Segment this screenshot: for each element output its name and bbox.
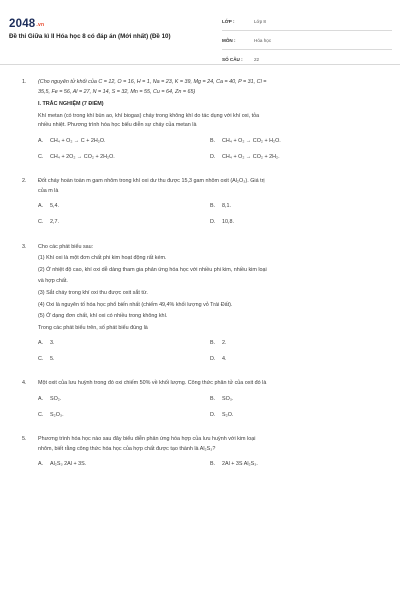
option-a[interactable] — [38, 339, 210, 349]
option-a[interactable] — [38, 460, 210, 470]
option-letter: B. — [210, 137, 216, 144]
option-letter: C. — [38, 153, 44, 160]
option-text: CH₄ + 2O₂ → CO₂ + 2H₂O. — [50, 153, 115, 160]
meta-key: MÔN : — [222, 37, 236, 43]
statement: (4) Oxi là nguyên tố hóa học phổ biến nhất (chiếm 49,4% khối lượng vỏ Trái Đất). — [38, 301, 233, 308]
option-d[interactable] — [210, 153, 382, 163]
question-number: 4. — [22, 380, 27, 387]
option-d[interactable] — [210, 218, 382, 228]
statement: (2) Ở nhiệt độ cao, khí oxi dễ dàng tham gia phản ứng hóa học với nhiều phi kim, nhiều kim loại — [38, 266, 267, 273]
option-list — [38, 457, 390, 473]
option-b[interactable] — [210, 137, 382, 147]
option-text: 5. — [50, 355, 55, 362]
option-list — [38, 336, 390, 367]
meta-key: SỐ CÂU : — [222, 56, 243, 62]
option-text: 5,4. — [50, 203, 59, 210]
option-letter: A. — [38, 137, 44, 144]
option-list — [38, 199, 390, 230]
question-list — [0, 78, 400, 473]
option-text: S₂O. — [222, 411, 234, 418]
statement: (5) Ở dạng đơn chất, khí oxi có nhiều trong không khí. — [38, 313, 168, 320]
option-text: 3. — [50, 340, 55, 347]
question-2 — [0, 177, 400, 230]
question-prompt: Trong các phát biểu trên, số phát biểu đúng là — [38, 324, 148, 331]
option-letter: D. — [210, 411, 216, 418]
option-letter: B. — [210, 461, 216, 468]
question-stem: Đốt cháy hoàn toàn m gam nhôm trong khí oxi dư thu được 15,3 gam nhôm oxit (Al₂O₃). Giá trị — [38, 178, 265, 185]
option-list — [38, 134, 390, 165]
question-3 — [0, 243, 400, 368]
spacer — [0, 165, 400, 177]
header-divider — [0, 64, 400, 65]
option-letter: A. — [38, 340, 44, 347]
option-a[interactable] — [38, 202, 210, 212]
option-letter: A. — [38, 203, 44, 210]
page-title: Đề thi Giữa kì II Hóa học 8 có đáp án (Mới nhất) (Đề 10) — [9, 33, 171, 40]
meta-row-class — [222, 12, 392, 31]
meta-row-count — [222, 50, 392, 68]
option-c[interactable] — [38, 355, 210, 365]
question-stem: Cho các phát biểu sau: — [38, 243, 94, 250]
option-text: SO₃. — [222, 396, 234, 403]
question-stem: nhiều nhiệt. Phương trình hóa học biểu diễn sự cháy của metan là — [38, 122, 197, 129]
option-letter: D. — [210, 355, 216, 362]
option-a[interactable] — [38, 137, 210, 147]
question-number: 3. — [22, 243, 27, 250]
option-text: 2,7. — [50, 218, 59, 225]
exam-meta — [222, 12, 392, 68]
option-letter: D. — [210, 153, 216, 160]
option-letter: A. — [38, 396, 44, 403]
meta-key: LỚP : — [222, 18, 235, 24]
question-stem: Khí metan (có trong khí bùn ao, khí biogas) cháy trong không khí do tác dụng với khí oxi, tỏa — [38, 112, 260, 119]
question-stem: Một oxit của lưu huỳnh trong đó oxi chiếm 50% về khối lượng. Công thức phân tử của oxit đó là — [38, 380, 267, 387]
option-b[interactable] — [210, 339, 382, 349]
question-4 — [0, 379, 400, 423]
option-text: 10,8. — [222, 218, 234, 225]
option-letter: C. — [38, 355, 44, 362]
spacer — [0, 367, 400, 379]
question-number: 2. — [22, 178, 27, 185]
section-heading: I. TRẮC NGHIỆM (7 ĐIỂM) — [38, 101, 104, 108]
option-b[interactable] — [210, 395, 382, 405]
spacer — [0, 231, 400, 243]
option-letter: D. — [210, 218, 216, 225]
question-stem: Phương trình hóa học nào sau đây biểu diễn phản ứng hóa hợp của lưu huỳnh với kim loại — [38, 436, 256, 443]
meta-row-subject — [222, 31, 392, 50]
logo-text: 2048 — [9, 18, 36, 30]
option-text: 8,1. — [222, 203, 231, 210]
atomic-mass-note: 35,5, Fe = 56, Al = 27, N = 14, S = 32, Mn = 55, Cu = 64, Zn = 65) — [38, 88, 196, 95]
option-text: 2. — [222, 340, 227, 347]
spacer — [0, 423, 400, 435]
option-text: CH₄ + O₂ → CO₂ + 2H₂. — [222, 153, 280, 160]
meta-value: 22 — [254, 56, 260, 62]
option-d[interactable] — [210, 355, 382, 365]
option-b[interactable] — [210, 460, 382, 470]
statement: và hợp chất. — [38, 278, 68, 285]
atomic-mass-note: (Cho nguyên tử khối của C = 12, O = 16, H = 1, Na = 23, K = 39, Mg = 24, Ca = 40, P = 31, Cl = — [38, 79, 267, 85]
option-list — [38, 392, 390, 423]
logo-suffix: .vn — [36, 22, 45, 28]
site-logo[interactable] — [9, 18, 44, 30]
option-text: 4. — [222, 355, 227, 362]
question-stem: nhôm, biết rằng công thức hóa học của hợp chất được tạo thành là Al₂S₃? — [38, 445, 216, 452]
option-letter: B. — [210, 203, 216, 210]
option-letter: B. — [210, 340, 216, 347]
option-letter: C. — [38, 218, 44, 225]
statement: (1) Khí oxi là một đơn chất phi kim hoạt động rất kém. — [38, 255, 167, 262]
option-text: SO₂. — [50, 396, 62, 403]
option-c[interactable] — [38, 218, 210, 228]
question-number: 1. — [22, 79, 27, 85]
option-text: CH₄ + O₂ → CO₂ + H₂O. — [222, 137, 281, 144]
option-text: 2Al + 3S Al₂S₃. — [222, 461, 258, 468]
question-1 — [0, 78, 400, 165]
option-letter: A. — [38, 461, 44, 468]
option-c[interactable] — [38, 411, 210, 421]
option-text: Al₂S₃ 2Al + 3S. — [50, 461, 87, 468]
option-a[interactable] — [38, 395, 210, 405]
question-number: 5. — [22, 436, 27, 443]
statement: (3) Sắt cháy trong khí oxi thu được oxit sắt từ. — [38, 289, 148, 296]
question-5 — [0, 435, 400, 473]
meta-value: Lớp 8 — [254, 18, 266, 24]
meta-value: Hóa học — [254, 37, 272, 43]
option-text: CH₄ + O₂ → C + 2H₂O. — [50, 137, 106, 144]
option-letter: B. — [210, 396, 216, 403]
option-b[interactable] — [210, 202, 382, 212]
option-d[interactable] — [210, 411, 382, 421]
question-stem: của m là — [38, 187, 59, 194]
option-letter: C. — [38, 411, 44, 418]
option-text: S₂O₃. — [50, 411, 64, 418]
option-c[interactable] — [38, 153, 210, 163]
